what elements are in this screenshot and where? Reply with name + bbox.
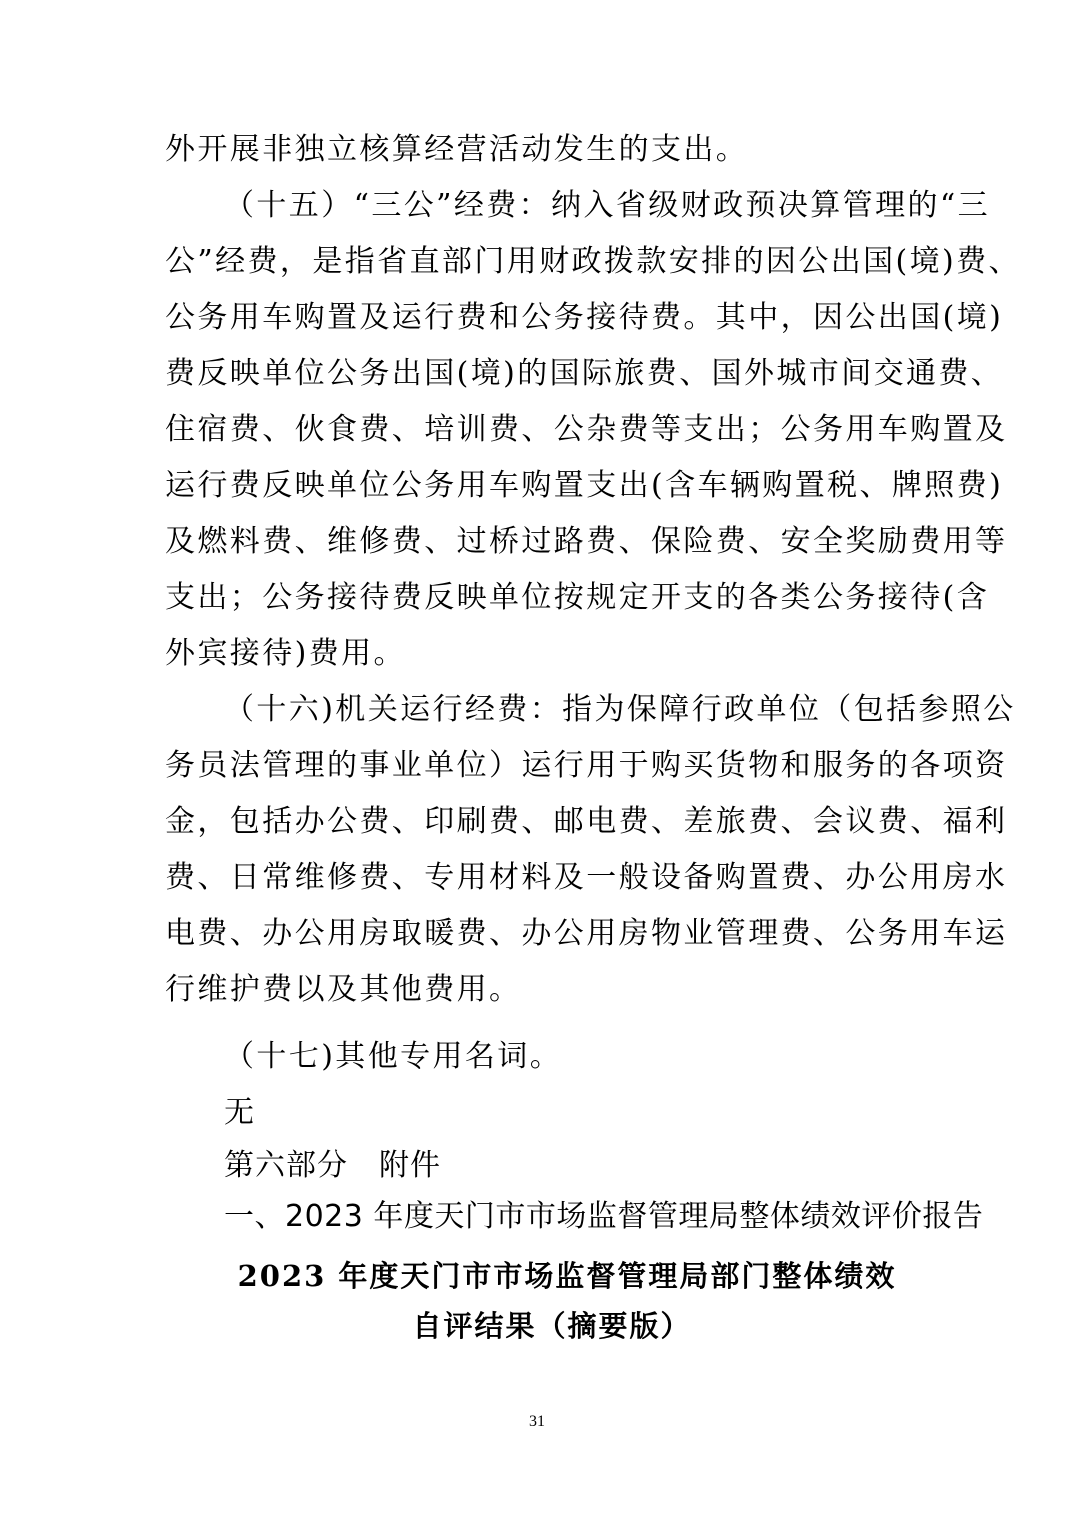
paragraph-line: 外宾接待)费用。 (165, 636, 406, 671)
paragraph-line: 外开展非独立核算经营活动发生的支出。 (165, 132, 749, 167)
paragraph-line: 公”经费，是指省直部门用财政拨款安排的因公出国(境)费、 (165, 244, 1021, 279)
paragraph-line: （十七)其他专用名词。 (224, 1039, 563, 1074)
paragraph-line: 公务用车购置及运行费和公务接待费。其中，因公出国(境) (165, 300, 1004, 335)
section-heading: 第六部分 附件 (224, 1148, 441, 1183)
paragraph-line: 及燃料费、维修费、过桥过路费、保险费、安全奖励费用等 (165, 524, 1008, 559)
paragraph-line: 无 (224, 1095, 257, 1130)
page-number: 31 (529, 1413, 545, 1430)
paragraph-line: 行维护费以及其他费用。 (165, 972, 522, 1007)
paragraph-line: 费反映单位公务出国(境)的国际旅费、国外城市间交通费、 (165, 356, 1004, 391)
report-title-line-1: 2023 年度天门市市场监督管理局部门整体绩效 (237, 1259, 897, 1293)
paragraph-line: 金，包括办公费、印刷费、邮电费、差旅费、会议费、福利 (165, 804, 1008, 839)
paragraph-line: （十六)机关运行经费：指为保障行政单位（包括参照公 (224, 692, 1016, 727)
paragraph-line: 运行费反映单位公务用车购置支出(含车辆购置税、牌照费) (165, 468, 1004, 503)
paragraph-line: 电费、办公用房取暖费、办公用房物业管理费、公务用车运 (165, 916, 1008, 951)
report-title-line-2: 自评结果（摘要版） (412, 1309, 692, 1343)
paragraph-line: 支出；公务接待费反映单位按规定开支的各类公务接待(含 (165, 580, 990, 615)
paragraph-line: 费、日常维修费、专用材料及一般设备购置费、办公用房水 (165, 860, 1008, 895)
attachment-heading: 一、2023 年度天门市市场监督管理局整体绩效评价报告 (224, 1199, 984, 1234)
paragraph-line: 务员法管理的事业单位）运行用于购买货物和服务的各项资 (165, 748, 1008, 783)
paragraph-line: （十五）“三公”经费：纳入省级财政预决算管理的“三 (224, 188, 991, 223)
paragraph-line: 住宿费、伙食费、培训费、公杂费等支出；公务用车购置及 (165, 412, 1008, 447)
